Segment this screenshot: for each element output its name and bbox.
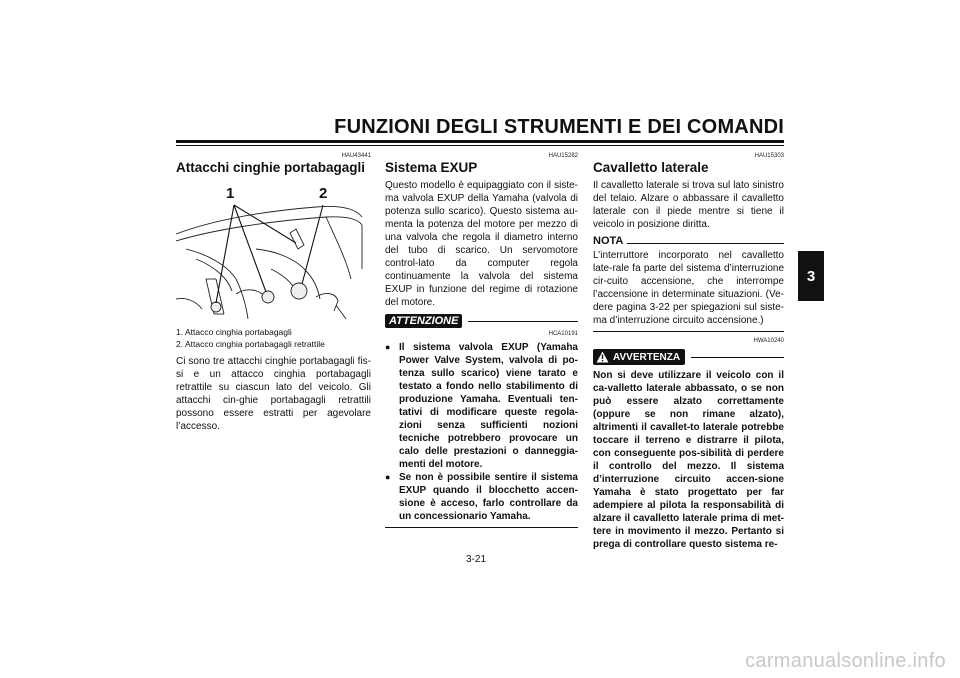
page-number: 3-21 (466, 554, 487, 565)
caption-2: 2. Attacco cinghia portabagagli retrattile (176, 339, 325, 349)
page-header-title: FUNZIONI DEGLI STRUMENTI E DEI COMANDI (334, 116, 784, 138)
chapter-tab: 3 (798, 251, 824, 301)
column-exup-system (385, 152, 578, 528)
column-sidestand (593, 152, 784, 551)
bullet-text: Se non è possibile sentire il sistema EXUP quando il blocchetto accen-sione è acceso, farlo controllare da un concessionario Yamaha. (399, 472, 578, 522)
header-rule-thin (176, 145, 784, 146)
body-text: Ci sono tre attacchi cinghie portabagagli fis-si e un attacco cinghia portabagagli retrattile su ciascun lato del veicolo. Gli attacchi cin-ghie portabagagli retrattili possono essere estratti per agevolare l’accesso. (176, 356, 371, 432)
motorcycle-seat-drawing (176, 179, 366, 324)
section-title: Sistema EXUP (385, 160, 478, 175)
callout-2: 2 (319, 185, 328, 202)
caution-heading (385, 314, 578, 328)
section-title: Cavalletto laterale (593, 160, 709, 175)
caption-1: 1. Attacco cinghia portabagagli (176, 327, 292, 337)
caution-bullet (385, 471, 578, 523)
caution-bullet (385, 341, 578, 471)
note-text: L’interruttore incorporato nel cavalletto late-rale fa parte del sistema d’interruzione cir-cuito accensione, che interrompe l’accensione in determinate situazioni. (Ve-dere pagina 3-22 per spiegazioni sul siste-ma d’interruzione circuito accensione.) (593, 250, 784, 326)
note-rule (627, 243, 784, 244)
body-text: Questo modello è equipaggiato con il siste-ma valvola EXUP della Yamaha (valvola di potenza sullo scarico). Questo sistema au-menta la potenza del motore per mezzo di una valvola che regola il diametro interno del tubo di scarico. Un servomotore control-lato da computer regola continuamente la valvola del sistema EXUP in funzione del regime di rotazione del motore. (385, 180, 578, 308)
column-luggage-strap-holders (176, 152, 371, 433)
warning-rule (691, 357, 784, 358)
section-title: Attacchi cinghie portabagagli (176, 160, 366, 175)
section-code: HAU15303 (754, 153, 784, 159)
callout-1: 1 (226, 185, 235, 202)
warning-label-box (593, 349, 685, 365)
caution-end-rule (385, 527, 578, 528)
watermark: carmanualsonline.info (745, 650, 946, 672)
note-label: NOTA (593, 235, 624, 247)
warning-triangle-icon (596, 351, 609, 363)
bullet-text: Il sistema valvola EXUP (Yamaha Power Valve System, valvola di po-tenza sullo scarico) viene tarato e testato a fondo nello stabilimento di produzione Yamaha. Eventuali ten-tativi di modificare queste regola-zioni senza sufficienti nozioni tecniche potrebbero provocare un calo delle prestazioni o danneggia-menti del motore. (399, 342, 578, 470)
note-heading (593, 235, 784, 247)
header-rule-thick (176, 140, 784, 143)
warning-label: AVVERTENZA (613, 351, 681, 363)
caution-code: HCA10191 (548, 331, 578, 337)
section-code: HAU15282 (548, 153, 578, 159)
figure-captions (176, 326, 371, 350)
warning-code: HWA10240 (753, 338, 784, 344)
bullet-dot-icon: ● (385, 342, 391, 352)
warning-text: Non si deve utilizzare il veicolo con il ca-valletto laterale abbassato, o se non può essere alzato correttamente (oppure se non rimane alzato), altrimenti il cavallet-to laterale potrebbe toccare il terreno e distrarre il pilota, con conseguente pos-sibilità di perdere il controllo del mezzo. Il sistema d’interruzione circuito accen-sione Yamaha è stato progettato per far adempiere al pilota la responsabilità di alzare il cavalletto laterale prima di met-tere in movimento il mezzo. Pertanto si prega di controllare questo sistema re- (593, 370, 784, 550)
caution-label: ATTENZIONE (385, 314, 462, 328)
luggage-strap-illustration (176, 179, 366, 324)
bullet-dot-icon: ● (385, 472, 391, 482)
caution-rule (468, 321, 578, 322)
warning-heading (593, 349, 784, 365)
body-text: Il cavalletto laterale si trova sul lato sinistro del telaio. Alzare o abbassare il cavalletto laterale con il piede mentre si tiene il veicolo in posizione diritta. (593, 180, 784, 230)
section-code: HAU43441 (341, 153, 371, 159)
note-end-rule (593, 331, 784, 332)
